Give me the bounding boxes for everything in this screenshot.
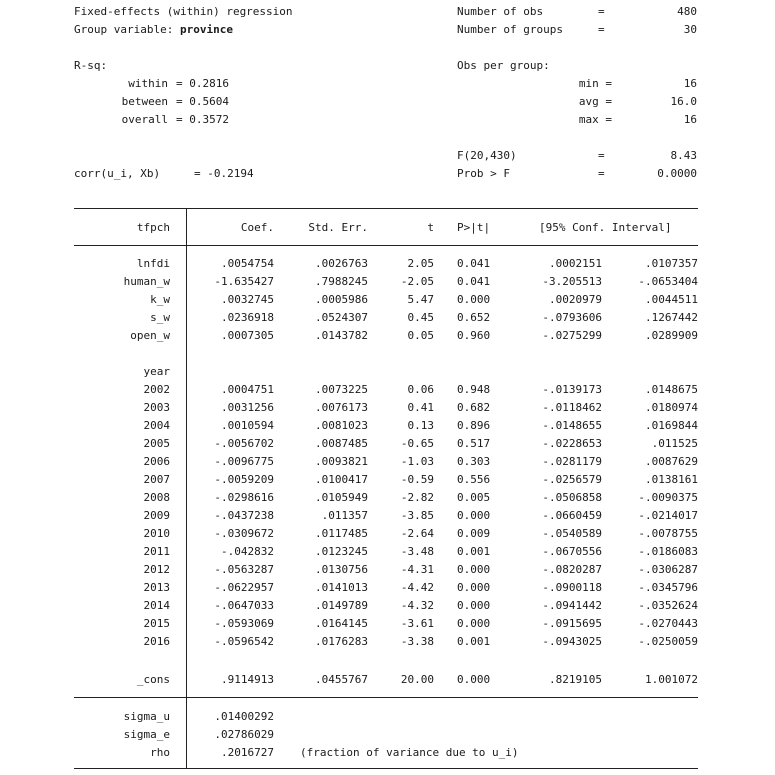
cell-s-w-t: 0.45 (407, 311, 434, 324)
cell-2004-ci-low: -.0148655 (542, 419, 602, 432)
row-label-lnfdi: lnfdi (136, 257, 170, 270)
row-label-s-w: s_w (150, 311, 170, 324)
cell-cons-ci-high: 1.001072 (645, 673, 698, 686)
obs-per-group-label: Obs per group: (457, 59, 550, 72)
cell-2015-t: -3.61 (400, 617, 434, 630)
row-label-2002: 2002 (143, 383, 170, 396)
cell-human-w-coef: -1.635427 (214, 275, 274, 288)
obs-min-value: 16 (683, 77, 697, 90)
cell-2004-t: 0.13 (407, 419, 434, 432)
cell-lnfdi-ci-high: .0107357 (645, 257, 698, 270)
table-top-rule (74, 208, 698, 209)
group-variable-value: province (179, 23, 233, 36)
cell-lnfdi-ci-low: .0002151 (549, 257, 602, 270)
cell-2010-stderr: .0117485 (315, 527, 368, 540)
cell-lnfdi-p: 0.041 (457, 257, 491, 270)
cell-2016-p: 0.001 (457, 635, 491, 648)
value-rho: .2016727 (221, 746, 274, 759)
row-label-rho: rho (150, 746, 170, 759)
obs-avg-label: avg = (578, 95, 612, 108)
cell-s-w-stderr: .0524307 (315, 311, 368, 324)
cell-2003-coef: .0031256 (221, 401, 274, 414)
cell-2016-ci-low: -.0943025 (542, 635, 602, 648)
cell-2016-coef: -.0596542 (214, 635, 274, 648)
col-header-depvar: tfpch (136, 221, 170, 234)
cell-cons-t: 20.00 (400, 673, 434, 686)
cell-2008-t: -2.82 (400, 491, 434, 504)
cell-2012-ci-high: -.0306287 (638, 563, 698, 576)
cell-2012-ci-low: -.0820287 (542, 563, 602, 576)
cell-2015-p: 0.000 (457, 617, 491, 630)
cell-2005-coef: -.0056702 (214, 437, 274, 450)
cell-2011-ci-high: -.0186083 (638, 545, 698, 558)
row-label-2016: 2016 (143, 635, 170, 648)
cell-2006-t: -1.03 (400, 455, 434, 468)
row-label-open-w: open_w (130, 329, 170, 342)
cell-2008-p: 0.005 (457, 491, 491, 504)
prob-f-label: Prob > F (457, 167, 510, 180)
cell-open-w-t: 0.05 (407, 329, 434, 342)
cell-2015-ci-high: -.0270443 (638, 617, 698, 630)
nobs-eq: = (598, 5, 605, 18)
cell-k-w-p: 0.000 (457, 293, 491, 306)
cell-2015-coef: -.0593069 (214, 617, 274, 630)
row-label-human-w: human_w (123, 275, 170, 288)
cell-2015-stderr: .0164145 (315, 617, 368, 630)
cell-2008-stderr: .0105949 (315, 491, 368, 504)
row-label-2003: 2003 (143, 401, 170, 414)
obs-max-label: max = (578, 113, 612, 126)
row-label-cons: _cons (136, 673, 170, 686)
cell-2011-ci-low: -.0670556 (542, 545, 602, 558)
cell-cons-ci-low: .8219105 (549, 673, 602, 686)
obs-avg-value: 16.0 (670, 95, 697, 108)
row-label-2015: 2015 (143, 617, 170, 630)
cell-2013-stderr: .0141013 (315, 581, 368, 594)
cell-2010-ci-low: -.0540589 (542, 527, 602, 540)
table-bottom-rule (74, 768, 698, 769)
cell-2014-t: -4.32 (400, 599, 434, 612)
cell-k-w-ci-low: .0020979 (549, 293, 602, 306)
row-label-2009: 2009 (143, 509, 170, 522)
cell-2012-coef: -.0563287 (214, 563, 274, 576)
cell-2007-coef: -.0059209 (214, 473, 274, 486)
cell-2007-stderr: .0100417 (315, 473, 368, 486)
rsq-label: R-sq: (74, 59, 108, 72)
cell-2006-ci-low: -.0281179 (542, 455, 602, 468)
cell-k-w-stderr: .0005986 (315, 293, 368, 306)
cell-2013-p: 0.000 (457, 581, 491, 594)
rsq-between-value: = 0.5604 (176, 95, 229, 108)
cell-2008-ci-high: -.0090375 (638, 491, 698, 504)
cell-human-w-ci-low: -3.205513 (542, 275, 602, 288)
cell-2013-t: -4.42 (400, 581, 434, 594)
cell-2004-ci-high: .0169844 (645, 419, 698, 432)
cell-2008-ci-low: -.0506858 (542, 491, 602, 504)
row-label-2008: 2008 (143, 491, 170, 504)
rho-note: (fraction of variance due to u_i) (300, 746, 519, 759)
rsq-within-label: within (128, 77, 168, 90)
cell-2015-ci-low: -.0915695 (542, 617, 602, 630)
cell-2003-stderr: .0076173 (315, 401, 368, 414)
cell-2013-ci-high: -.0345796 (638, 581, 698, 594)
cell-human-w-p: 0.041 (457, 275, 491, 288)
col-header-p: P>|t| (457, 221, 491, 234)
col-header-coef: Coef. (240, 221, 274, 234)
prob-f-value: 0.0000 (657, 167, 697, 180)
cell-2002-ci-high: .0148675 (645, 383, 698, 396)
cell-2002-p: 0.948 (457, 383, 491, 396)
ngroups-eq: = (598, 23, 605, 36)
cell-s-w-p: 0.652 (457, 311, 491, 324)
cell-open-w-ci-high: .0289909 (645, 329, 698, 342)
corr-label: corr(u_i, Xb) (74, 167, 161, 180)
col-header-t: t (427, 221, 434, 234)
cell-2006-stderr: .0093821 (315, 455, 368, 468)
cell-2009-t: -3.85 (400, 509, 434, 522)
cell-2011-t: -3.48 (400, 545, 434, 558)
ngroups-value: 30 (683, 23, 697, 36)
rsq-overall-label: overall (121, 113, 168, 126)
row-label-2004: 2004 (143, 419, 170, 432)
row-label-2011: 2011 (143, 545, 170, 558)
row-label-sigma-u: sigma_u (123, 710, 170, 723)
cell-lnfdi-coef: .0054754 (221, 257, 274, 270)
cell-cons-stderr: .0455767 (315, 673, 368, 686)
cell-2014-coef: -.0647033 (214, 599, 274, 612)
cell-2012-stderr: .0130756 (315, 563, 368, 576)
row-label-2006: 2006 (143, 455, 170, 468)
corr-value: = -0.2194 (194, 167, 254, 180)
cell-2016-t: -3.38 (400, 635, 434, 648)
row-label-2013: 2013 (143, 581, 170, 594)
cell-2005-stderr: .0087485 (315, 437, 368, 450)
nobs-value: 480 (677, 5, 697, 18)
cell-2009-p: 0.000 (457, 509, 491, 522)
cell-2006-ci-high: .0087629 (645, 455, 698, 468)
cell-2012-t: -4.31 (400, 563, 434, 576)
col-header-stderr: Std. Err. (308, 221, 368, 234)
cell-k-w-t: 5.47 (407, 293, 434, 306)
cell-2012-p: 0.000 (457, 563, 491, 576)
cell-2002-ci-low: -.0139173 (542, 383, 602, 396)
cell-2003-ci-low: -.0118462 (542, 401, 602, 414)
cell-2009-ci-low: -.0660459 (542, 509, 602, 522)
obs-min-label: min = (578, 77, 612, 90)
rsq-within-value: = 0.2816 (176, 77, 229, 90)
ngroups-label: Number of groups (457, 23, 563, 36)
row-label-2014: 2014 (143, 599, 170, 612)
cell-2004-stderr: .0081023 (315, 419, 368, 432)
cell-s-w-ci-low: -.0793606 (542, 311, 602, 324)
prob-f-eq: = (598, 167, 605, 180)
cell-2002-coef: .0004751 (221, 383, 274, 396)
value-sigma-u: .01400292 (214, 710, 274, 723)
nobs-label: Number of obs (457, 5, 544, 18)
cell-cons-p: 0.000 (457, 673, 491, 686)
cell-s-w-coef: .0236918 (221, 311, 274, 324)
cell-2013-coef: -.0622957 (214, 581, 274, 594)
cell-2005-ci-high: .011525 (651, 437, 698, 450)
cell-2002-stderr: .0073225 (315, 383, 368, 396)
cell-2016-ci-high: -.0250059 (638, 635, 698, 648)
cell-2006-p: 0.303 (457, 455, 491, 468)
cell-2009-ci-high: -.0214017 (638, 509, 698, 522)
cell-2009-coef: -.0437238 (214, 509, 274, 522)
cell-k-w-ci-high: .0044511 (645, 293, 698, 306)
cell-2014-p: 0.000 (457, 599, 491, 612)
regression-title: Fixed-effects (within) regression (74, 5, 293, 18)
cell-s-w-ci-high: .1267442 (645, 311, 698, 324)
cell-human-w-t: -2.05 (400, 275, 434, 288)
cell-2010-coef: -.0309672 (214, 527, 274, 540)
cell-2008-coef: -.0298616 (214, 491, 274, 504)
cell-open-w-p: 0.960 (457, 329, 491, 342)
cell-2009-stderr: .011357 (321, 509, 368, 522)
cell-2006-coef: -.0096775 (214, 455, 274, 468)
cell-2004-p: 0.896 (457, 419, 491, 432)
cell-2011-p: 0.001 (457, 545, 491, 558)
cell-2004-coef: .0010594 (221, 419, 274, 432)
cell-lnfdi-stderr: .0026763 (315, 257, 368, 270)
cell-2011-coef: -.042832 (221, 545, 274, 558)
f-label: F(20,430) (457, 149, 517, 162)
cell-2014-ci-low: -.0941442 (542, 599, 602, 612)
table-header-rule (74, 245, 698, 246)
rsq-between-label: between (121, 95, 168, 108)
value-sigma-e: .02786029 (214, 728, 274, 741)
group-variable-label: Group variable: (74, 23, 174, 36)
f-eq: = (598, 149, 605, 162)
cell-cons-coef: .9114913 (221, 673, 274, 686)
cell-open-w-coef: .0007305 (221, 329, 274, 342)
cell-2007-t: -0.59 (400, 473, 434, 486)
cell-human-w-ci-high: -.0653404 (638, 275, 698, 288)
cell-2005-t: -0.65 (400, 437, 434, 450)
row-label-year: year (143, 365, 170, 378)
group-variable-line (74, 23, 233, 37)
row-label-sigma-e: sigma_e (123, 728, 170, 741)
cell-2011-stderr: .0123245 (315, 545, 368, 558)
cell-2003-ci-high: .0180974 (645, 401, 698, 414)
cell-2010-t: -2.64 (400, 527, 434, 540)
cell-2014-stderr: .0149789 (315, 599, 368, 612)
row-label-2007: 2007 (143, 473, 170, 486)
cell-k-w-coef: .0032745 (221, 293, 274, 306)
row-label-2012: 2012 (143, 563, 170, 576)
col-header-ci: [95% Conf. Interval] (539, 221, 672, 234)
cell-2002-t: 0.06 (407, 383, 434, 396)
row-label-k-w: k_w (150, 293, 170, 306)
cell-2007-ci-high: .0138161 (645, 473, 698, 486)
cell-2010-ci-high: -.0078755 (638, 527, 698, 540)
rsq-overall-value: = 0.3572 (176, 113, 229, 126)
cell-open-w-ci-low: -.0275299 (542, 329, 602, 342)
cell-2005-p: 0.517 (457, 437, 491, 450)
table-cons-rule (74, 697, 698, 698)
cell-2016-stderr: .0176283 (315, 635, 368, 648)
cell-2010-p: 0.009 (457, 527, 491, 540)
cell-2003-p: 0.682 (457, 401, 491, 414)
cell-2007-p: 0.556 (457, 473, 491, 486)
row-label-2010: 2010 (143, 527, 170, 540)
cell-lnfdi-t: 2.05 (407, 257, 434, 270)
cell-2007-ci-low: -.0256579 (542, 473, 602, 486)
f-value: 8.43 (670, 149, 697, 162)
cell-2005-ci-low: -.0228653 (542, 437, 602, 450)
table-stub-divider (186, 208, 187, 768)
cell-2003-t: 0.41 (407, 401, 434, 414)
row-label-2005: 2005 (143, 437, 170, 450)
cell-2014-ci-high: -.0352624 (638, 599, 698, 612)
cell-human-w-stderr: .7988245 (315, 275, 368, 288)
cell-open-w-stderr: .0143782 (315, 329, 368, 342)
cell-2013-ci-low: -.0900118 (542, 581, 602, 594)
obs-max-value: 16 (683, 113, 697, 126)
